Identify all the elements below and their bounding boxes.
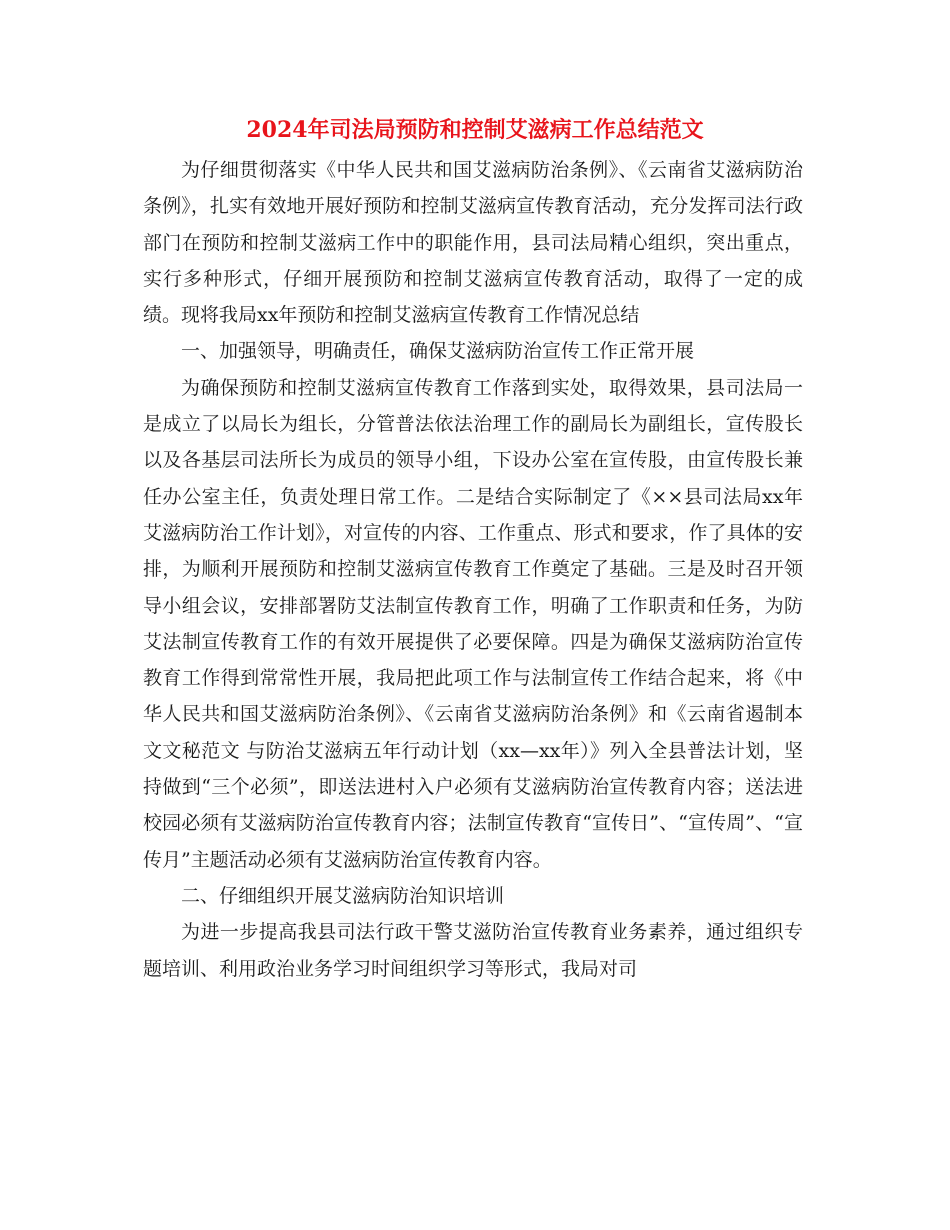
intro-paragraph: 为仔细贯彻落实《中华人民共和国艾滋病防治条例》、《云南省艾滋病防治条例》，扎实有效地开展好预防和控制艾滋病宣传教育活动，充分发挥司法行政部门在预防和控制艾滋病工作中的职能作用，县司法局精心组织，突出重点，实行多种形式，仔细开展预防和控制艾滋病宣传教育活动，取得了一定的成绩。现将我局xx年预防和控制艾滋病宣传教育工作情况总结: [143, 159, 803, 327]
document-body: [143, 152, 803, 987]
section-heading-2: 二、仔细组织开展艾滋病防治知识培训: [181, 884, 505, 907]
section-2-paragraph: 为进一步提高我县司法行政干警艾滋防治宣传教育业务素养，通过组织专题培训、利用政治业务学习时间组织学习等形式，我局对司: [143, 921, 803, 980]
document-title: 2024年司法局预防和控制艾滋病工作总结范文: [246, 117, 704, 143]
section-1-paragraph: 为确保预防和控制艾滋病宣传教育工作落到实处，取得效果，县司法局一是成立了以局长为组长，分管普法依法治理工作的副局长为副组长，宣传股长以及各基层司法所长为成员的领导小组，下设办公室在宣传股，由宣传股长兼任办公室主任，负责处理日常工作。二是结合实际制定了《××县司法局xx年艾滋病防治工作计划》，对宣传的内容、工作重点、形式和要求，作了具体的安排，为顺利开展预防和控制艾滋病宣传教育工作奠定了基础。三是及时召开领导小组会议，安排部署防艾法制宣传教育工作，明确了工作职责和任务，为防艾法制宣传教育工作的有效开展提供了必要保障。四是为确保艾滋病防治宣传教育工作得到常常性开展，我局把此项工作与法制宣传工作结合起来，将《中华人民共和国艾滋病防治条例》、《云南省艾滋病防治条例》和《云南省遏制本文文秘范文 与防治艾滋病五年行动计划（xx—xx年）》列入全县普法计划，坚持做到“三个必须”，即送法进村入户必须有艾滋病防治宣传教育内容；送法进校园必须有艾滋病防治宣传教育内容；法制宣传教育“宣传日”、“宣传周”、“宣传月”主题活动必须有艾滋病防治宣传教育内容。: [143, 376, 803, 871]
section-heading-1: 一、加强领导，明确责任，确保艾滋病防治宣传工作正常开展: [181, 340, 695, 363]
